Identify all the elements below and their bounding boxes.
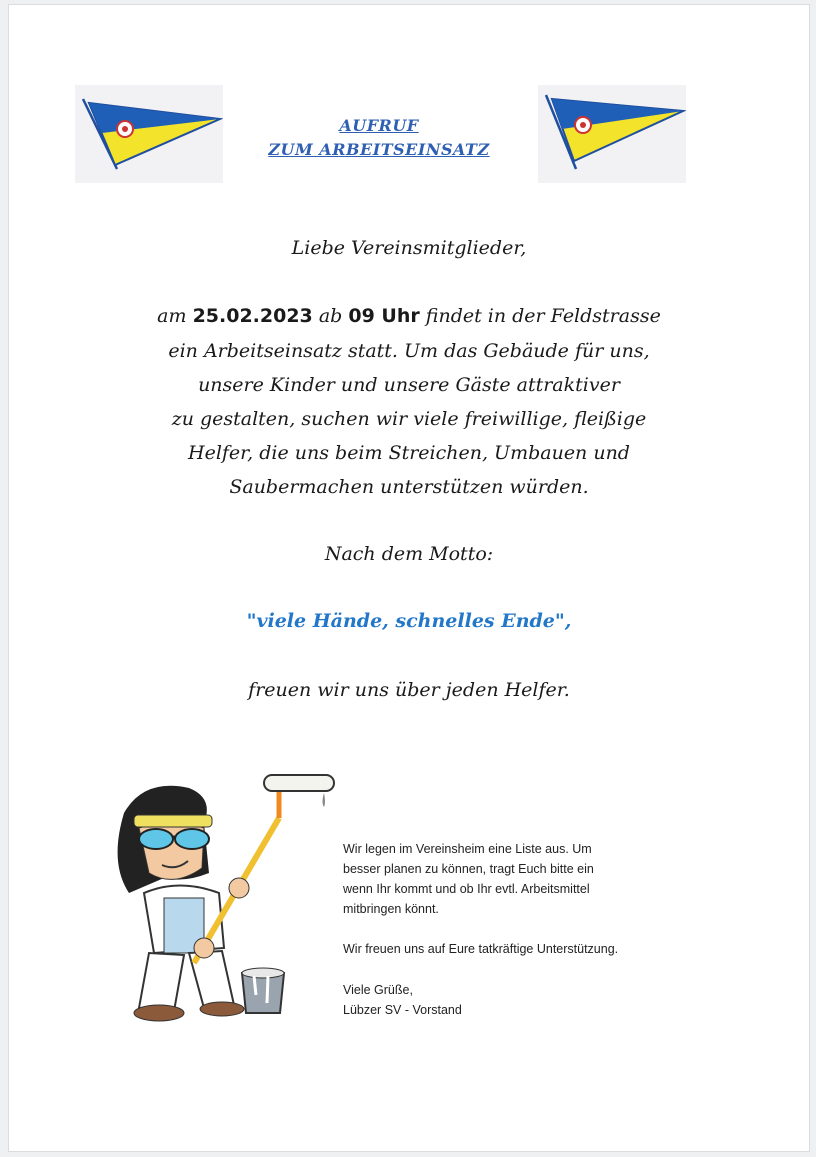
body-line-5: Helfer, die uns beim Streichen, Umbauen und: [188, 442, 630, 464]
event-time: 09 Uhr: [348, 305, 420, 327]
club-pennant-right: [538, 85, 686, 183]
signature: [343, 980, 703, 1020]
body-line-2: ein Arbeitseinsatz statt. Um das Gebäude für uns,: [168, 340, 650, 362]
painter-illustration: [104, 773, 339, 1023]
motto: "viele Hände, schnelles Ende",: [246, 610, 572, 632]
info-line-4: mitbringen könnt.: [343, 902, 439, 916]
event-line-mid: ab: [318, 305, 343, 327]
motto-intro: Nach dem Motto:: [324, 543, 494, 565]
pennant-flag-icon: [75, 85, 223, 183]
event-line: [49, 305, 769, 327]
event-line-pre: am: [157, 305, 187, 327]
body-line-6: Saubermachen unterstützen würden.: [229, 476, 589, 498]
info-line-3: wenn Ihr kommt und ob Ihr evtl. Arbeitsmittel: [343, 882, 590, 896]
info-thanks: Wir freuen uns auf Eure tatkräftige Unterstützung.: [343, 942, 619, 956]
club-pennant-left: [75, 85, 223, 183]
title-aufruf: AUFRUF: [339, 116, 419, 135]
greeting: Liebe Vereinsmitglieder,: [291, 237, 527, 259]
pennant-flag-icon: [538, 85, 686, 183]
event-line-post: findet in der Feldstrasse: [425, 305, 661, 327]
signature-greeting: Viele Grüße,: [343, 983, 413, 997]
signature-sender: Lübzer SV - Vorstand: [343, 1003, 462, 1017]
event-date: 25.02.2023: [192, 305, 313, 327]
closing-line: freuen wir uns über jeden Helfer.: [248, 679, 570, 701]
info-line-1: Wir legen im Vereinsheim eine Liste aus. Um: [343, 842, 592, 856]
painter-with-roller-icon: [104, 773, 339, 1023]
title-arbeitseinsatz: ZUM ARBEITSEINSATZ: [268, 140, 490, 159]
document-page: [8, 4, 810, 1152]
body-line-3: unsere Kinder und unsere Gäste attraktiver: [198, 374, 620, 396]
body-line-4: zu gestalten, suchen wir viele freiwillige, fleißige: [171, 408, 647, 430]
info-paragraph: [343, 839, 703, 919]
info-line-2: besser planen zu können, tragt Euch bitte ein: [343, 862, 594, 876]
